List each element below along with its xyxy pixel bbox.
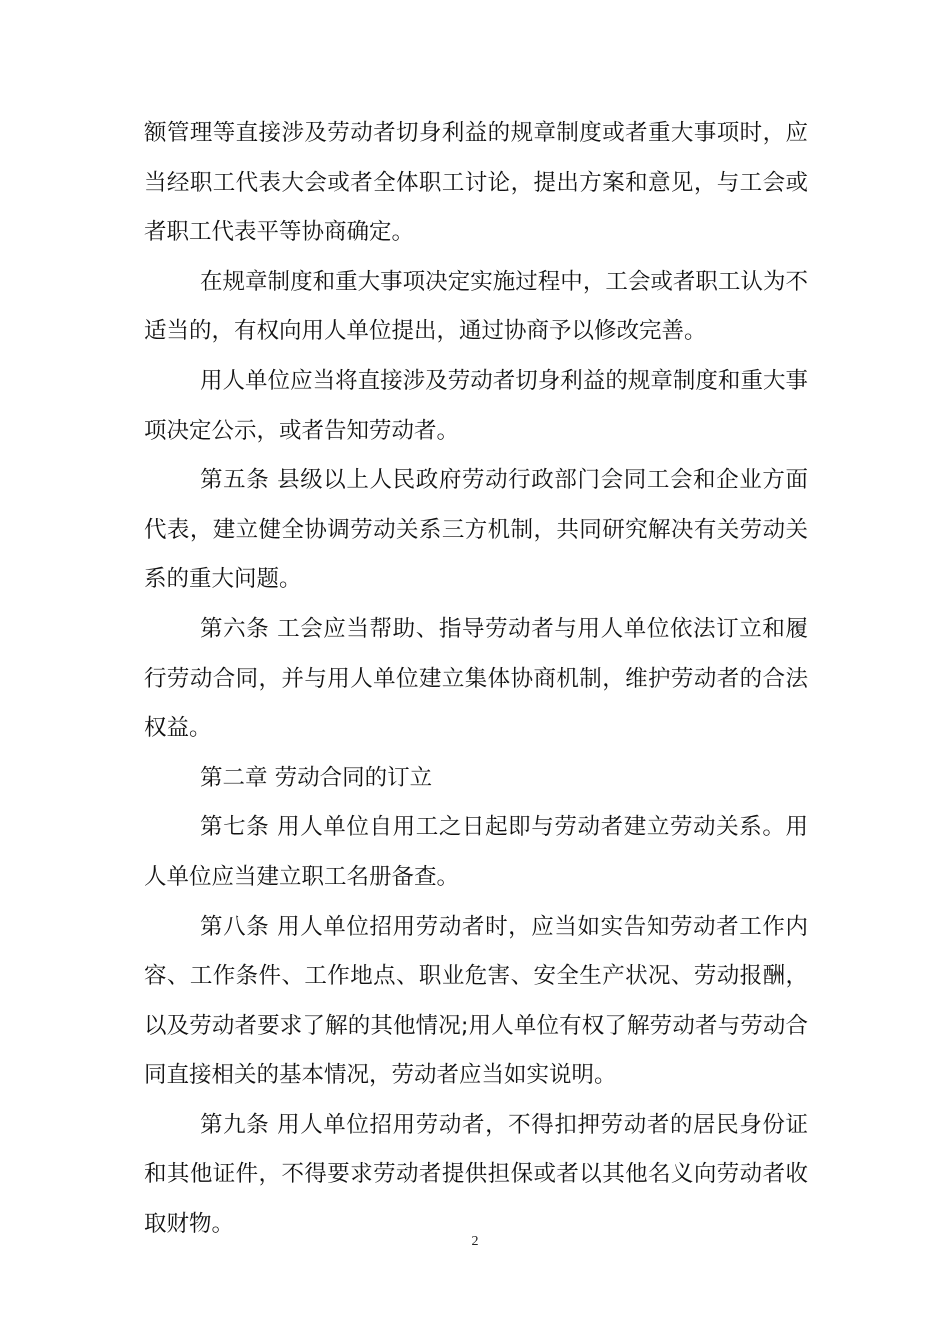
article-5: 第五条 县级以上人民政府劳动行政部门会同工会和企业方面代表，建立健全协调劳动关系三方机制，共同研究解决有关劳动关系的重大问题。 xyxy=(144,467,808,593)
article-7: 第七条 用人单位自用工之日起即与劳动者建立劳动关系。用人单位应当建立职工名册备查。 xyxy=(144,814,808,890)
page-number: 2 xyxy=(471,1234,479,1249)
body-text xyxy=(144,109,808,1250)
article-9: 第九条 用人单位招用劳动者，不得扣押劳动者的居民身份证和其他证件，不得要求劳动者提供担保或者以其他名义向劳动者收取财物。 xyxy=(144,1111,808,1238)
chapter-heading: 第二章 劳动合同的订立 xyxy=(200,764,433,791)
paragraph: 在规章制度和重大事项决定实施过程中，工会或者职工认为不适当的，有权向用人单位提出，通过协商予以修改完善。 xyxy=(144,268,808,345)
paragraph-continuation: 额管理等直接涉及劳动者切身利益的规章制度或者重大事项时，应当经职工代表大会或者全体职工讨论，提出方案和意见，与工会或者职工代表平等协商确定。 xyxy=(144,120,808,246)
paragraph: 用人单位应当将直接涉及劳动者切身利益的规章制度和重大事项决定公示，或者告知劳动者。 xyxy=(144,367,808,444)
article-6: 第六条 工会应当帮助、指导劳动者与用人单位依法订立和履行劳动合同，并与用人单位建立集体协商机制，维护劳动者的合法权益。 xyxy=(144,615,808,742)
article-8: 第八条 用人单位招用劳动者时，应当如实告知劳动者工作内容、工作条件、工作地点、职业危害、安全生产状况、劳动报酬，以及劳动者要求了解的其他情况;用人单位有权了解劳动者与劳动合同直接相关的基本情况，劳动者应当如实说明。 xyxy=(144,913,808,1089)
